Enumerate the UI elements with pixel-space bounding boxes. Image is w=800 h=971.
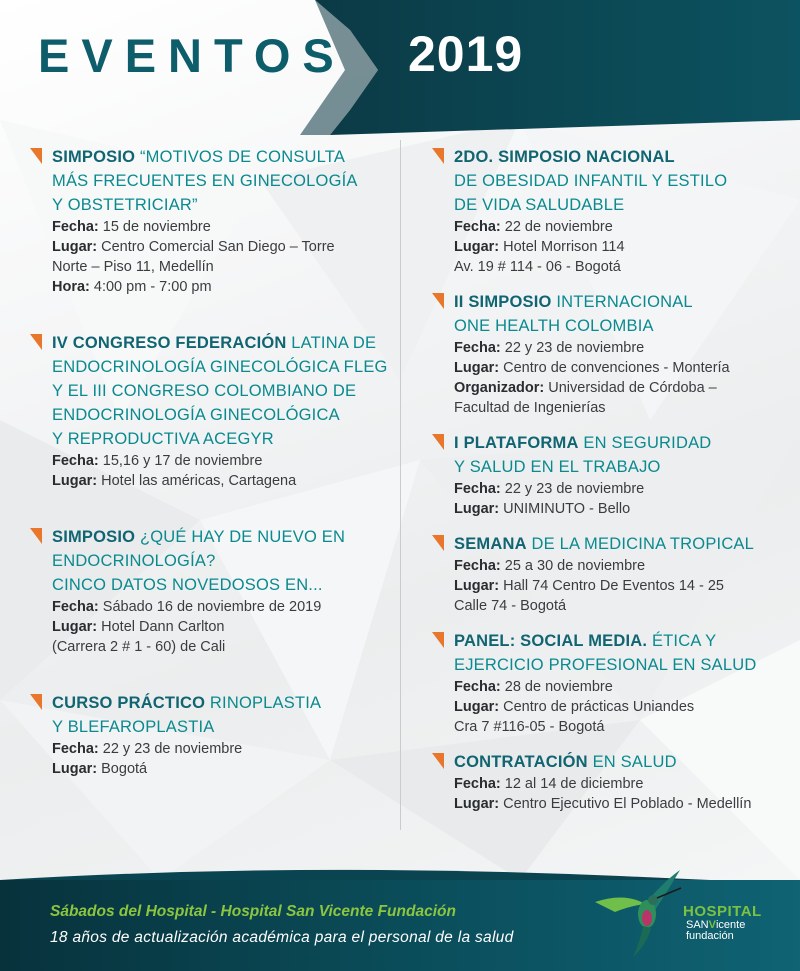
orange-marker-icon bbox=[30, 334, 42, 350]
orange-marker-icon bbox=[432, 148, 444, 164]
event-place: Lugar: Bogotá bbox=[52, 761, 148, 777]
page-year: 2019 bbox=[408, 26, 524, 82]
event-date: Fecha: 22 y 23 de noviembre bbox=[454, 481, 645, 497]
event-item bbox=[432, 629, 792, 737]
event-place-cont: Calle 74 - Bogotá bbox=[454, 598, 567, 614]
event-title-line: Y SALUD EN EL TRABAJO bbox=[454, 458, 661, 476]
event-title: SIMPOSIO ¿QUÉ HAY DE NUEVO EN bbox=[52, 528, 346, 546]
orange-marker-icon bbox=[432, 293, 444, 309]
orange-marker-icon bbox=[432, 535, 444, 551]
footer-subtitle: 18 años de actualización académica para el personal de la salud bbox=[50, 929, 514, 946]
event-item bbox=[432, 290, 792, 418]
event-date: Fecha: 15 de noviembre bbox=[52, 219, 211, 235]
event-item bbox=[30, 525, 390, 657]
orange-marker-icon bbox=[432, 753, 444, 769]
orange-marker-icon bbox=[30, 528, 42, 544]
event-date: Fecha: 22 y 23 de noviembre bbox=[52, 741, 243, 757]
event-item bbox=[432, 750, 792, 814]
event-place: Lugar: Hotel las américas, Cartagena bbox=[52, 473, 297, 489]
event-title: IV CONGRESO FEDERACIÓN LATINA DE bbox=[52, 334, 377, 352]
event-title: 2DO. SIMPOSIO NACIONAL bbox=[454, 148, 675, 166]
event-place: Lugar: Centro de convenciones - Montería bbox=[454, 360, 730, 376]
brand-name: HOSPITAL bbox=[683, 903, 762, 920]
event-title-line: Y OBSTETRICIAR” bbox=[52, 196, 198, 214]
event-place: Lugar: UNIMINUTO - Bello bbox=[454, 501, 631, 517]
column-divider bbox=[400, 140, 401, 830]
event-time: Hora: 4:00 pm - 7:00 pm bbox=[52, 279, 212, 295]
event-date: Fecha: Sábado 16 de noviembre de 2019 bbox=[52, 599, 322, 615]
event-place: Lugar: Hotel Morrison 114 bbox=[454, 239, 625, 255]
event-title-line: DE OBESIDAD INFANTIL Y ESTILO bbox=[454, 172, 728, 190]
event-title-line: DE VIDA SALUDABLE bbox=[454, 196, 625, 214]
event-title-line: ENDOCRINOLOGÍA GINECOLÓGICA FLEG bbox=[52, 358, 388, 376]
event-place: Lugar: Centro de prácticas Uniandes bbox=[454, 699, 695, 715]
event-item bbox=[432, 145, 792, 277]
event-title-line: Y EL III CONGRESO COLOMBIANO DE bbox=[52, 382, 357, 400]
event-organizer: Organizador: Universidad de Córdoba – bbox=[454, 380, 717, 396]
event-title: II SIMPOSIO INTERNACIONAL bbox=[454, 293, 693, 311]
event-item bbox=[432, 431, 792, 519]
event-place-cont: Norte – Piso 11, Medellín bbox=[52, 259, 214, 275]
event-item bbox=[432, 532, 792, 616]
event-title: I PLATAFORMA EN SEGURIDAD bbox=[454, 434, 712, 452]
page-title: EVENTOS bbox=[38, 29, 346, 82]
event-title: CONTRATACIÓN EN SALUD bbox=[454, 753, 677, 771]
orange-marker-icon bbox=[432, 632, 444, 648]
event-title: CURSO PRÁCTICO RINOPLASTIA bbox=[52, 694, 322, 712]
event-title-line: Y REPRODUCTIVA ACEGYR bbox=[52, 430, 274, 448]
event-date: Fecha: 22 de noviembre bbox=[454, 219, 613, 235]
event-title: PANEL: SOCIAL MEDIA. ÉTICA Y bbox=[454, 632, 717, 650]
orange-marker-icon bbox=[432, 434, 444, 450]
event-date: Fecha: 22 y 23 de noviembre bbox=[454, 340, 645, 356]
brand-subtitle: SANVicente fundación bbox=[686, 919, 746, 942]
event-date: Fecha: 15,16 y 17 de noviembre bbox=[52, 453, 263, 469]
event-item bbox=[30, 145, 390, 297]
event-title-line: ENDOCRINOLOGÍA? bbox=[52, 552, 216, 570]
event-title-line: Y BLEFAROPLASTIA bbox=[52, 718, 215, 736]
event-title-line: EJERCICIO PROFESIONAL EN SALUD bbox=[454, 656, 757, 674]
event-title-line: CINCO DATOS NOVEDOSOS EN... bbox=[52, 576, 323, 594]
event-date: Fecha: 28 de noviembre bbox=[454, 679, 613, 695]
event-organizer-cont: Facultad de Ingenierías bbox=[454, 400, 606, 416]
event-place-cont: Av. 19 # 114 - 06 - Bogotá bbox=[454, 259, 621, 275]
orange-marker-icon bbox=[30, 148, 42, 164]
event-title: SEMANA DE LA MEDICINA TROPICAL bbox=[454, 535, 755, 553]
event-place: Lugar: Centro Comercial San Diego – Torre bbox=[52, 239, 335, 255]
events-right-column bbox=[432, 145, 792, 814]
event-place: Lugar: Hotel Dann Carlton bbox=[52, 619, 225, 635]
events-left-column bbox=[30, 145, 390, 779]
event-place: Lugar: Centro Ejecutivo El Poblado - Medellín bbox=[454, 796, 752, 812]
event-title-line: ONE HEALTH COLOMBIA bbox=[454, 317, 654, 335]
event-place-cont: (Carrera 2 # 1 - 60) de Cali bbox=[52, 639, 226, 655]
hummingbird-icon bbox=[585, 862, 685, 962]
event-place: Lugar: Hall 74 Centro De Eventos 14 - 25 bbox=[454, 578, 724, 594]
footer-tagline: Sábados del Hospital - Hospital San Vicente Fundación bbox=[50, 903, 456, 920]
event-date: Fecha: 12 al 14 de diciembre bbox=[454, 776, 644, 792]
event-item bbox=[30, 691, 390, 779]
event-title: SIMPOSIO “MOTIVOS DE CONSULTA bbox=[52, 148, 346, 166]
event-place-cont: Cra 7 #116-05 - Bogotá bbox=[454, 719, 605, 735]
orange-marker-icon bbox=[30, 694, 42, 710]
event-title-line: ENDOCRINOLOGÍA GINECOLÓGICA bbox=[52, 406, 340, 424]
event-title-line: MÁS FRECUENTES EN GINECOLOGÍA bbox=[52, 172, 358, 190]
event-item bbox=[30, 331, 390, 491]
event-date: Fecha: 25 a 30 de noviembre bbox=[454, 558, 646, 574]
